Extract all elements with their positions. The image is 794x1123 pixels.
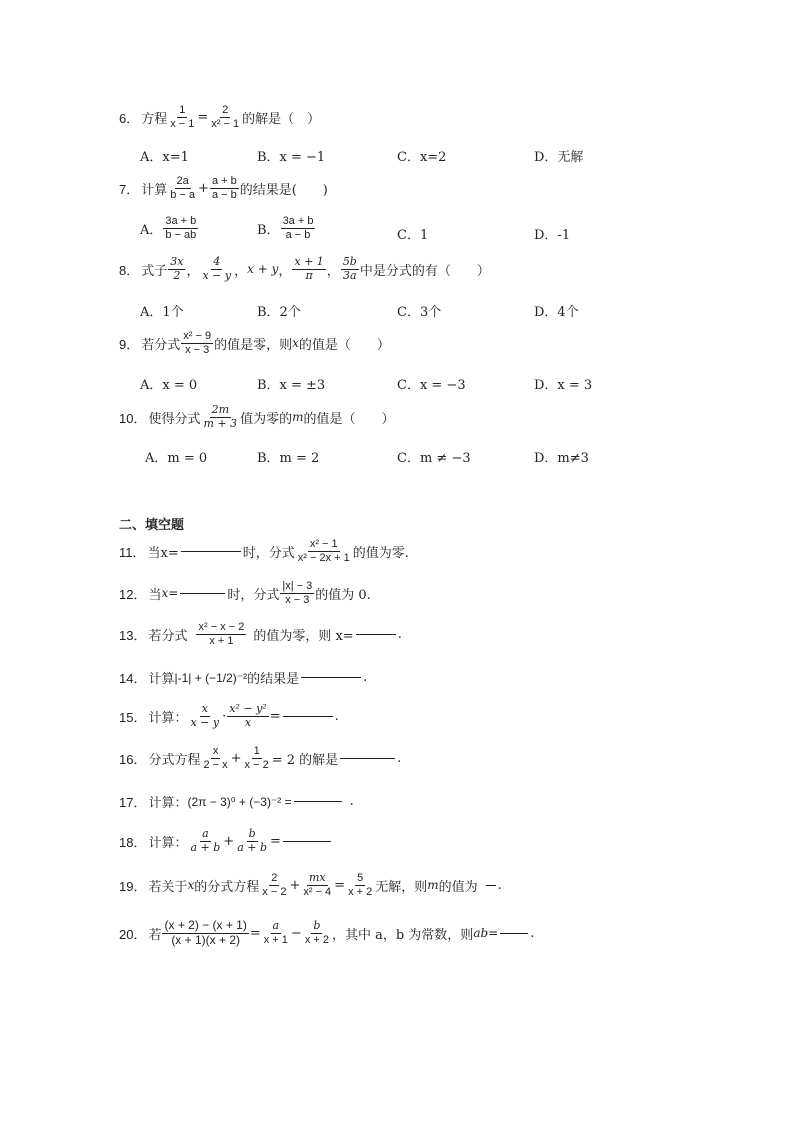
equals-sign: =	[168, 586, 179, 601]
question-19	[119, 872, 502, 898]
equals-sign: =	[249, 925, 261, 941]
option-c: C．m ≠ −3	[397, 451, 471, 466]
question-stem: 计算：	[148, 710, 188, 726]
plus-sign: +	[230, 750, 242, 766]
question-stem: 若分式	[148, 628, 188, 644]
question-stem-end: 的值为零，则 x=	[253, 628, 354, 644]
question-stem: 当x=	[147, 545, 179, 561]
fraction: 2m m + 3	[203, 403, 238, 430]
fraction: $\frac{mx}{\text{x² − 4}}$	[303, 871, 332, 898]
question-stem: 方程	[141, 111, 168, 127]
question-stem: 当	[148, 587, 162, 603]
comma: ，	[186, 263, 200, 279]
answer-blank[interactable]	[340, 758, 395, 759]
question-stem: 式子	[141, 263, 168, 279]
comma: ，	[278, 263, 292, 279]
variable: x	[187, 878, 195, 893]
question-stem: 若关于	[148, 879, 188, 895]
equals-sign: =	[488, 926, 499, 941]
option-b: B．2个	[257, 305, 301, 320]
option-d: D．4个	[534, 305, 579, 320]
option-b: B．m = 2	[257, 451, 320, 466]
variable: m	[427, 878, 439, 893]
question-stem-end: = 2 的解是	[271, 752, 339, 768]
fraction: x² − 9 x − 3	[183, 330, 212, 356]
option-a: A．m = 0	[145, 451, 208, 466]
fraction: $\frac{(x + 2) - (x + 1)}{(x + 1)(x + 2)}$	[164, 918, 247, 947]
fraction: x² − x − 2 x + 1	[198, 621, 245, 647]
plus-sign: +	[198, 180, 209, 196]
question-number: 14．	[119, 671, 147, 686]
fraction: $\frac{\text{x² − y²}}{x}$	[229, 702, 267, 729]
question-9	[119, 330, 390, 356]
question-stem-end: 的值是（ ）	[298, 337, 390, 353]
question-stem: 计算：	[148, 796, 188, 811]
question-14	[119, 668, 367, 687]
question-stem-mid: 的值是零，则	[214, 337, 293, 353]
period: .	[397, 626, 402, 642]
question-stem-end: 中是分式的有（ ）	[359, 263, 490, 279]
option-b: B．x = −1	[257, 150, 326, 165]
fraction: $\frac{b}{x + 2}$	[304, 919, 329, 946]
answer-blank[interactable]	[294, 801, 342, 802]
comma: ，	[234, 263, 248, 279]
question-number: 13．	[119, 627, 147, 643]
question-number: 7．	[119, 181, 140, 197]
option-a: A． 3a + b b − ab	[140, 215, 197, 241]
option-a: A．x=1	[140, 150, 189, 165]
fraction: x x − y	[190, 702, 220, 729]
question-number: 9．	[119, 336, 140, 352]
period: .	[349, 794, 354, 809]
equals-sign: =	[270, 833, 281, 849]
answer-blank[interactable]	[356, 634, 396, 635]
period: .	[334, 708, 339, 724]
fraction: $\frac{a + b}{a - b}$	[211, 175, 237, 201]
option-c: C．x = −3	[397, 378, 466, 393]
fraction: x + 1 π	[294, 255, 324, 282]
question-16	[119, 745, 401, 771]
option-d: D．x = 3	[534, 378, 593, 393]
answer-blank[interactable]	[180, 593, 225, 594]
period: .	[363, 670, 368, 685]
fraction: $\frac{5}{x + 2}$	[348, 872, 373, 898]
question-number: 20．	[119, 926, 147, 942]
question-stem-mid: 时，分式	[242, 545, 295, 561]
fraction: $\frac{1}{x - 2}$	[244, 745, 269, 771]
question-number: 10．	[119, 410, 147, 426]
fraction: 3a + b a − b	[282, 215, 314, 241]
expression: |-1| + (−1/2)⁻²	[174, 670, 248, 685]
question-10	[119, 404, 395, 430]
question-number: 19．	[119, 878, 147, 894]
fraction: $\frac{2}{\text{x² − 1}}$	[211, 104, 240, 130]
question-7	[119, 175, 328, 201]
question-number: 17．	[119, 795, 147, 810]
fraction: 3x 2	[170, 255, 184, 282]
variable: m	[292, 410, 304, 425]
fraction: $\frac{1}{x - 1}$	[170, 104, 195, 130]
period: .	[497, 877, 502, 893]
fraction: |x| − 3 x − 3	[282, 580, 313, 606]
answer-blank[interactable]	[283, 716, 333, 717]
plus-sign: +	[289, 877, 301, 893]
equals-sign: =	[269, 708, 281, 724]
option-c: C．x=2	[397, 150, 447, 165]
dot-operator: ·	[222, 708, 227, 724]
question-17	[119, 792, 354, 811]
fraction: 2 x − 2	[262, 872, 287, 898]
option-c: C．1	[397, 228, 429, 243]
question-stem-end: 的值为 0.	[315, 587, 371, 603]
fraction: x 2 − x	[203, 745, 228, 771]
fraction: 2a b − a	[170, 175, 196, 201]
option-d: D．无解	[534, 150, 584, 165]
question-stem: 计算	[148, 672, 175, 687]
fraction: 5b 3a	[342, 255, 357, 282]
section-heading: 二、填空题	[119, 518, 185, 533]
fraction: a a + b	[190, 827, 221, 854]
question-12	[119, 580, 371, 606]
question-number: 12．	[119, 586, 147, 602]
variable: x	[292, 336, 299, 351]
answer-blank[interactable]	[500, 933, 528, 934]
minus-sign: −	[290, 925, 302, 941]
fraction: 4 x − y	[202, 255, 232, 282]
variable: x	[161, 586, 169, 601]
question-stem: 若	[148, 927, 162, 943]
question-stem: 计算：	[148, 835, 188, 851]
question-stem-mid: 的分式方程	[194, 879, 260, 895]
option-a: A．1个	[140, 305, 184, 320]
question-11	[119, 538, 409, 564]
question-number: 15．	[119, 709, 147, 725]
option-d: D．-1	[534, 228, 571, 243]
question-number: 8．	[119, 262, 140, 278]
question-20	[119, 919, 534, 948]
question-18	[119, 828, 333, 854]
period: .	[530, 925, 535, 941]
question-stem: 使得分式	[148, 411, 201, 427]
question-stem-mid: 值为零的	[240, 411, 293, 427]
question-number: 11．	[119, 544, 146, 560]
question-6	[119, 104, 320, 130]
question-stem-end: 的值为	[438, 879, 478, 895]
plus-sign: +	[223, 833, 235, 849]
fraction: $\frac{a}{x + 1}$	[263, 919, 288, 946]
question-stem-end: 的结果是	[247, 672, 300, 687]
fraction: 3a + b b − ab	[165, 215, 197, 241]
question-stem: 分式方程	[148, 752, 201, 768]
option-b: B．x = ±3	[257, 378, 326, 393]
question-stem-mid: 时，分式	[227, 587, 280, 603]
question-stem: 若分式	[141, 337, 181, 353]
option-b: B． 3a + b a − b	[257, 215, 314, 241]
fraction: x² − 1 x² − 2x + 1	[297, 538, 350, 564]
question-stem-end: 的值为零.	[352, 545, 409, 561]
comma: ，	[326, 263, 340, 279]
answer-blank[interactable]	[301, 677, 361, 678]
expression: x + y	[247, 262, 279, 277]
option-c: C．3个	[397, 305, 442, 320]
answer-blank[interactable]	[486, 885, 496, 886]
option-d: D．m≠3	[534, 451, 589, 466]
question-stem-end: 的结果是( )	[239, 182, 328, 198]
answer-blank[interactable]	[283, 841, 331, 842]
question-number: 16．	[119, 751, 147, 767]
question-stem-end: 的值是（ ）	[303, 411, 395, 427]
expression: ab	[473, 926, 489, 941]
question-number: 6．	[119, 110, 140, 126]
fraction: $\frac{b}{a + b}$	[237, 827, 268, 854]
question-8	[119, 256, 490, 282]
question-number: 18．	[119, 834, 147, 850]
question-stem-mid: 无解，则	[375, 879, 428, 895]
question-15	[119, 703, 339, 729]
question-stem-end: ，其中 a，b 为常数，则	[331, 927, 474, 943]
expression: (2π − 3)⁰ + (−3)⁻² =	[187, 794, 292, 809]
question-stem-end: 的解是（ ）	[242, 111, 321, 127]
answer-blank[interactable]	[181, 551, 241, 552]
equals-sign: =	[334, 877, 346, 893]
question-stem: 计算	[141, 182, 168, 198]
question-13	[119, 621, 402, 647]
equals-sign: =	[197, 109, 209, 125]
period: .	[397, 750, 402, 766]
option-a: A．x = 0	[140, 378, 198, 393]
